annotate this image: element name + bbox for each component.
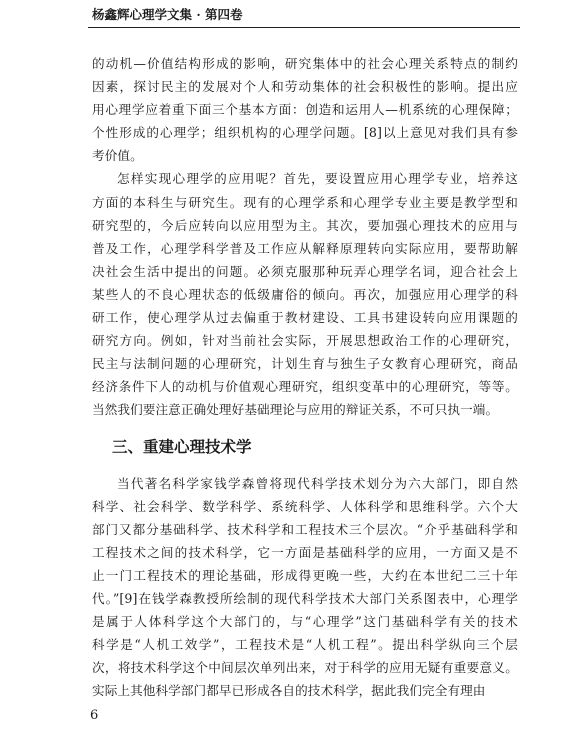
text-line: 是属于人体科学这个大部门的，与“心理学”这门基础科学有关的技术 [92,614,518,630]
paragraph [92,52,518,167]
text-line: 个性形成的心理学；组织机构的心理学问题。[8]以上意见对我们具有参 [92,125,518,141]
running-header: 杨鑫辉心理学文集 · 第四卷 [92,7,243,22]
text-line: 实际上其他科学部门都早已形成各自的技术科学，据此我们完全有理由 [92,683,486,699]
page-number: 6 [90,708,99,723]
text-line: 研究型的，今后应转向以应用型为主。其次，要加强心理技术的应用与 [92,217,518,233]
text-line: 经济条件下人的动机与价值观心理研究，组织变革中的心理研究，等等。 [92,379,518,395]
text-line: 工程技术之间的技术科学，它一方面是基础科学的应用，一方面又是不 [92,544,518,560]
text-line: 的动机—价值结构形成的影响，研究集体中的社会心理关系特点的制约 [92,56,518,71]
text-line: 代。”[9]在钱学森教授所绘制的现代科学技术大部门关系图表中，心理学 [92,590,518,606]
text-line: 方面的本科生与研究生。现有的心理学系和心理学专业主要是教学型和 [92,194,518,210]
text-line: 用心理学应着重下面三个基本方面：创造和运用人—机系统的心理保障； [92,102,518,118]
text-line: 当然我们要注意正确处理好基础理论与应用的辩证关系，不可只执一端。 [92,402,499,418]
paragraph [92,167,518,421]
header-rule [88,27,520,28]
paragraph-group [92,472,518,703]
paragraph-group [92,52,518,422]
text-line: 研究方向。例如，针对当前社会实际，开展思想政治工作的心理研究， [92,333,518,349]
text-line: 某些人的不良心理状态的低级庸俗的倾向。再次，加强应用心理学的科 [92,286,518,302]
text-line: 部门又都分基础科学、技术科学和工程技术三个层次。“介乎基础科学和 [92,521,518,537]
text-line: 科学是“人机工效学”，工程技术是“人机工程”。提出科学纵向三个层 [92,637,518,653]
section-heading: 三、重建心理技术学 [112,436,252,456]
text-line: 止一门工程技术的理论基础，形成得更晚一些，大约在本世纪二三十年 [92,567,518,583]
paragraph [92,472,518,703]
text-line: 决社会生活中提出的问题。必须克服那种玩弄心理学名词，迎合社会上 [92,263,518,279]
text-line: 科学、社会科学、数学科学、系统科学、人体科学和思维科学。六个大 [92,498,518,514]
text-line: 民主与法制问题的心理研究，计划生育与独生子女教育心理研究，商品 [92,356,518,372]
text-line: 普及工作，心理学科学普及工作应从解释原理转向实际应用，要帮助解 [92,240,518,256]
text-line: 怎样实现心理学的应用呢？首先，要设置应用心理学专业，培养这 [117,171,518,187]
text-line: 因素，探讨民主的发展对个人和劳动集体的社会积极性的影响。提出应 [92,79,518,95]
text-line: 考价值。 [92,148,143,164]
text-line: 研工作，使心理学从过去偏重于教材建设、工具书建设转向应用课题的 [92,310,518,326]
text-line: 当代著名科学家钱学森曾将现代科学技术划分为六大部门，即自然 [117,475,518,491]
body-text [92,52,518,702]
text-line: 次，将技术科学这个中间层次单列出来，对于科学的应用无疑有重要意义。 [92,660,518,676]
